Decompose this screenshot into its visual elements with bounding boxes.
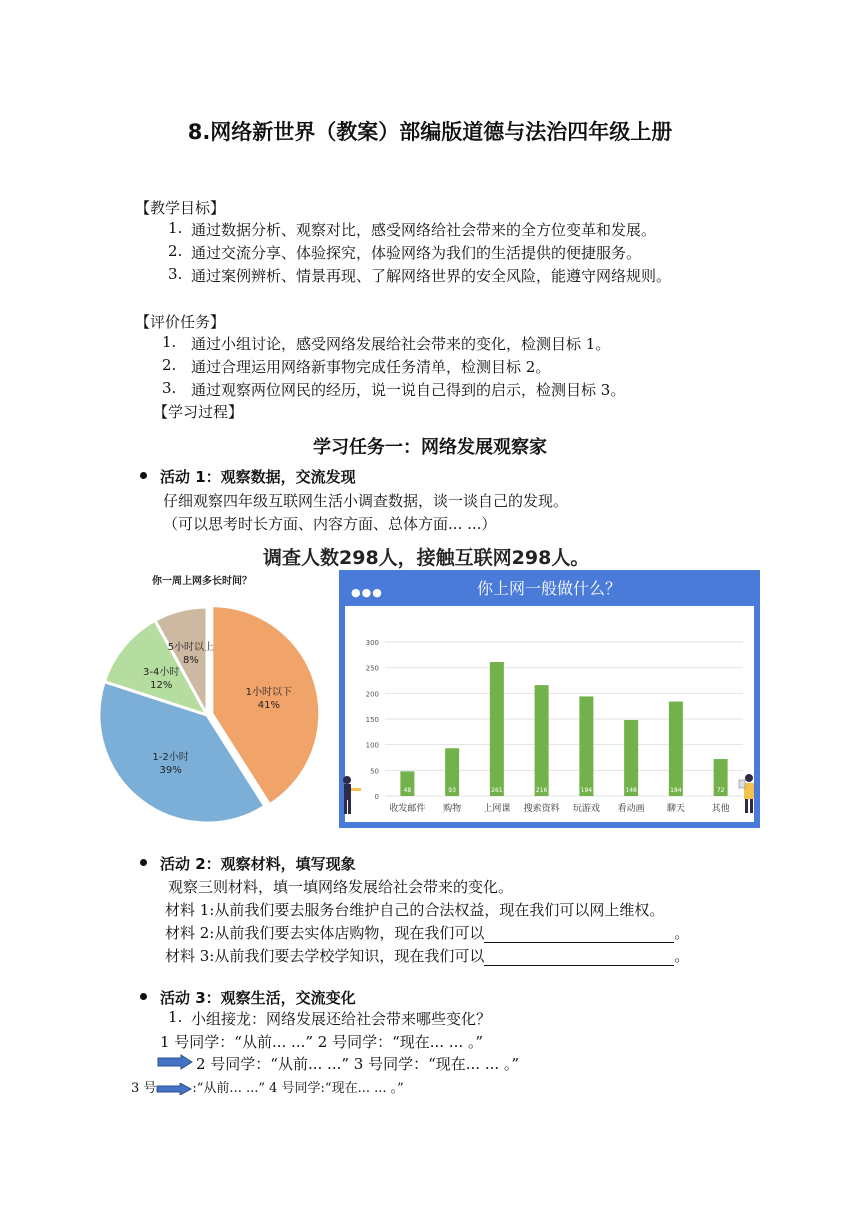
y-tick-label: 150: [365, 716, 379, 724]
y-tick-label: 300: [365, 639, 379, 647]
bar: [535, 685, 549, 796]
bar-value-label: 184: [670, 787, 682, 794]
pie-slice-label: 3-4小时: [143, 667, 180, 679]
relay-line-2: 2 号同学：“从前... ...” 3 号同学：“现在... ... 。”: [196, 1055, 520, 1073]
eval-num: 2.: [162, 356, 177, 374]
bar-value-label: 216: [535, 787, 548, 794]
material-2-blank[interactable]: [484, 928, 674, 943]
pie-title: 你一周上网多长时间？: [152, 576, 252, 587]
eval-text: 通过观察两位网民的经历，说一说自己得到的启示，检测目标 3。: [191, 381, 626, 399]
bar: [490, 662, 504, 796]
activity3-item-num: 1.: [168, 1008, 183, 1026]
activity1-line2: （可以思考时长方面、内容方面、总体方面... ...）: [163, 515, 497, 533]
goals-heading: 【教学目标】: [135, 199, 226, 217]
period: 。: [674, 947, 690, 965]
material-1: 材料 1:从前我们要去服务台维护自己的合法权益，现在我们可以网上维权。: [165, 901, 665, 919]
y-tick-label: 200: [365, 690, 379, 699]
bar: [669, 702, 683, 796]
pie-slice-value: 41%: [257, 700, 280, 712]
bar-value-label: 194: [580, 787, 593, 794]
goal-num: 3.: [168, 265, 183, 283]
arrow-right-icon: [157, 1054, 193, 1070]
material-3-text: 材料 3:从前我们要去学校学知识，现在我们可以: [165, 947, 485, 965]
bar-chart-title: 你上网一般做什么？: [476, 579, 622, 598]
relay-line-3: [131, 1077, 404, 1096]
bullet-icon: [140, 859, 147, 866]
pie-slice-label: 5小时以上: [167, 642, 215, 654]
pie-slice-value: 12%: [150, 680, 173, 692]
evaluation-heading: 【评价任务】: [135, 313, 226, 331]
y-tick-label: 100: [365, 741, 379, 750]
bar: [579, 696, 593, 796]
activity1-line1: 仔细观察四年级互联网生活小调查数据，谈一谈自己的发现。: [163, 492, 569, 510]
y-tick-label: 0: [374, 793, 379, 801]
x-tick-label: 上网课: [483, 804, 511, 814]
bar-value-label: 93: [448, 787, 456, 794]
activity1-title: 活动 1：观察数据，交流发现: [160, 468, 356, 486]
x-tick-label: 其他: [711, 804, 730, 814]
material-2: [165, 922, 689, 943]
eval-text: 通过小组讨论，感受网络发展给社会带来的变化，检测目标 1。: [191, 335, 611, 353]
goal-text: 通过数据分析、观察对比，感受网络给社会带来的全方位变革和发展。: [191, 221, 657, 239]
x-tick-label: 看动画: [617, 804, 645, 814]
x-tick-label: 购物: [443, 804, 462, 814]
page-title: 8.网络新世界（教案）部编版道德与法治四年级上册: [187, 120, 673, 144]
y-tick-label: 250: [365, 664, 379, 673]
eval-num: 3.: [162, 379, 177, 397]
relay-line-3-start: 3 号: [131, 1081, 157, 1096]
pie-slice-value: 39%: [159, 764, 182, 776]
pie-slice-value: 8%: [182, 655, 199, 667]
pie-slice-label: 1小时以下: [245, 687, 293, 699]
x-tick-label: 玩游戏: [572, 804, 600, 814]
activity3-title: 活动 3：观察生活，交流变化: [160, 989, 356, 1007]
survey-headline: 调查人数298人，接触互联网298人。: [263, 547, 590, 569]
material-2-text: 材料 2:从前我们要去实体店购物，现在我们可以: [165, 924, 485, 942]
x-tick-label: 搜索资料: [523, 804, 560, 814]
activity2-intro: 观察三则材料，填一填网络发展给社会带来的变化。: [168, 878, 514, 896]
bar-value-label: 72: [716, 787, 725, 794]
bar-value-label: 261: [491, 787, 503, 794]
y-tick-label: 50: [370, 767, 379, 776]
material-3: [165, 945, 689, 966]
eval-text: 通过合理运用网络新事物完成任务清单，检测目标 2。: [191, 358, 551, 376]
eval-num: 1.: [162, 333, 177, 351]
goal-num: 1.: [168, 219, 183, 237]
activity3-item-text: 小组接龙：网络发展还给社会带来哪些变化？: [191, 1010, 492, 1028]
relay-line-3-rest: :“从前... ...” 4 号同学:“现在... ... 。”: [192, 1081, 404, 1096]
pie-slice-label: 1-2小时: [152, 751, 189, 763]
bullet-icon: [140, 472, 147, 479]
goal-text: 通过交流分享、体验探究，体验网络为我们的生活提供的便捷服务。: [191, 244, 642, 262]
arrow-right-icon: [156, 1083, 192, 1095]
period: 。: [674, 924, 690, 942]
bar: [624, 720, 638, 796]
goal-num: 2.: [168, 242, 183, 260]
process-heading: 【学习过程】: [153, 403, 244, 421]
bar-value-label: 48: [403, 787, 412, 794]
relay-line-1: 1 号同学：“从前... ...” 2 号同学：“现在... ... 。”: [160, 1033, 484, 1051]
window-dots-icon: ●●●: [351, 586, 383, 599]
bar-chart-window: [339, 570, 760, 828]
task1-heading: 学习任务一：网络发展观察家: [313, 437, 547, 458]
x-tick-label: 聊天: [666, 804, 685, 814]
bar-value-label: 148: [625, 787, 637, 794]
activity2-title: 活动 2：观察材料，填写现象: [160, 855, 356, 873]
bullet-icon: [140, 993, 147, 1000]
material-3-blank[interactable]: [484, 951, 674, 966]
x-tick-label: 收发邮件: [389, 804, 426, 814]
goal-text: 通过案例辨析、情景再现、了解网络世界的安全风险，能遵守网络规则。: [191, 267, 672, 285]
pie-chart: [92, 568, 332, 830]
